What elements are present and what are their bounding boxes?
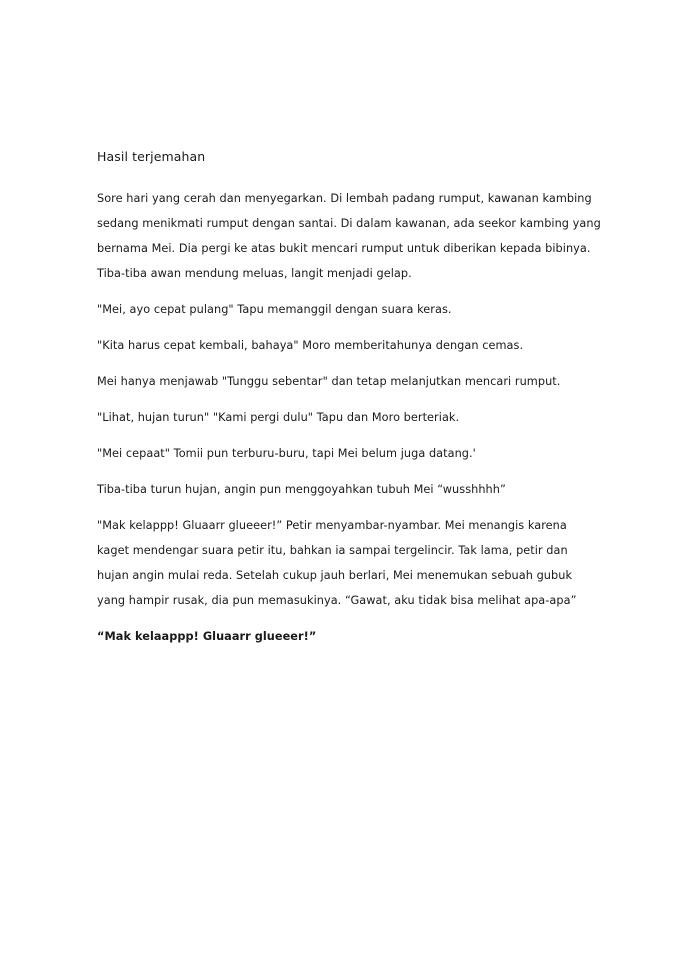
paragraph-mei-reply: Mei hanya menjawab "Tunggu sebentar" dan tetap melanjutkan mencari rumput.	[97, 375, 561, 388]
paragraph-tapu-call: "Mei, ayo cepat pulang" Tapu memanggil dengan suara keras.	[97, 303, 452, 316]
paragraph-intro: Sore hari yang cerah dan menyegarkan. Di lembah padang rumput, kawanan kambing sedang menikmati rumput dengan santai. Di dalam kawanan, ada seekor kambing yang bernama Mei. Dia pergi ke atas bukit mencari rumput untuk diberikan kepada bibinya. Tiba-tiba awan mendung meluas, langit menjadi gelap.	[97, 192, 601, 280]
document-heading: Hasil terjemahan	[97, 149, 206, 164]
paragraph-closing-bold: “Mak kelaappp! Gluaarr glueeer!”	[97, 630, 317, 643]
paragraph-wind: Tiba-tiba turun hujan, angin pun menggoyahkan tubuh Mei “wusshhhh”	[97, 483, 506, 496]
paragraph-tomii-hurry: "Mei cepaat" Tomii pun terburu-buru, tapi Mei belum juga datang.'	[97, 447, 476, 460]
paragraph-thunder: "Mak kelappp! Gluaarr glueeer!” Petir menyambar-nyambar. Mei menangis karena kaget mendengar suara petir itu, bahkan ia sampai tergelincir. Tak lama, petir dan hujan angin mulai reda. Setelah cukup jauh berlari, Mei menemukan sebuah gubuk yang hampir rusak, dia pun memasukinya. “Gawat, aku tidak bisa melihat apa-apa”	[97, 519, 577, 607]
paragraph-moro-warning: "Kita harus cepat kembali, bahaya" Moro memberitahunya dengan cemas.	[97, 339, 524, 352]
paragraph-rain-starts: "Lihat, hujan turun" "Kami pergi dulu" Tapu dan Moro berteriak.	[97, 411, 460, 424]
document-page	[97, 148, 602, 660]
